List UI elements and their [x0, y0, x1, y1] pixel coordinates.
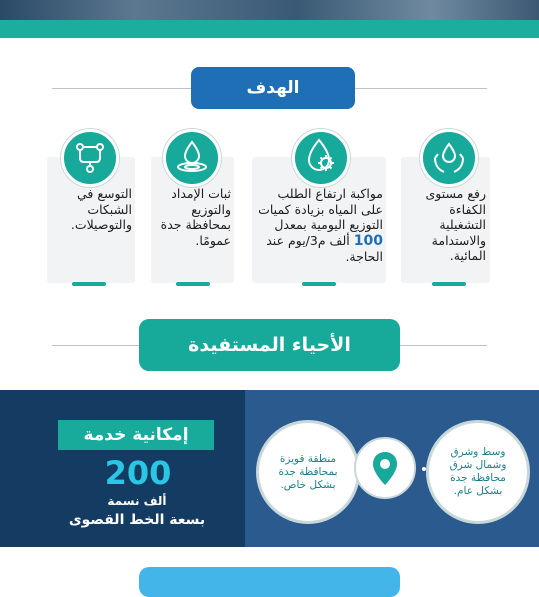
area-quwaizah-circle: [256, 420, 360, 524]
location-pin-badge: [354, 437, 416, 499]
goal-card-networks-text: التوسع في الشبكات والتوصيلات.: [70, 186, 132, 232]
service-capacity-number: 200: [104, 454, 172, 492]
service-unit-line: ألف نسمة: [107, 494, 167, 508]
water-drop-ripple-icon: [163, 129, 221, 187]
demand-text-before: مواكبة ارتفاع الطلب على المياه بزيادة كميات التوزيع اليومية بمعدل: [258, 186, 383, 232]
header-photo: [0, 0, 539, 20]
water-hands-icon: [420, 129, 478, 187]
area-quwaizah-text: منطقة قويزة بمحافظة جدة بشكل خاص.: [278, 452, 338, 491]
location-pin-icon: [356, 439, 414, 497]
pipeline-network-icon: [61, 129, 119, 187]
goal-card-demand-bar: [302, 282, 336, 286]
beneficiaries-section-title: الأحياء المستفيدة: [139, 319, 400, 371]
goal-card-networks-bar: [72, 282, 106, 286]
goal-section-title: الهدف: [191, 67, 355, 109]
header-band: [0, 20, 539, 38]
service-desc-line: بسعة الخط القصوى: [68, 512, 206, 528]
goal-card-efficiency-text: رفع مستوى الكفاءة التشغيلية والاستدامة المائية.: [425, 186, 486, 263]
goal-card-supply-text: ثبات الإمداد والتوزيع بمحافظة جدة عمومًا.: [160, 186, 231, 248]
service-tag: إمكانية خدمة: [58, 420, 214, 450]
area-central-east-text: وسط وشرق وشمال شرق محافظة جدة بشكل عام.: [449, 446, 507, 497]
demand-text-after: ألف م3/يوم عند الحاجة.: [266, 232, 383, 264]
demand-highlight-value: 100: [353, 232, 383, 249]
goal-card-efficiency-bar: [432, 282, 466, 286]
goal-card-supply-bar: [176, 282, 210, 286]
next-section-pill: [139, 567, 400, 597]
goal-card-demand-text: [255, 186, 383, 265]
area-central-east-circle: [426, 420, 530, 524]
water-gear-icon: [292, 129, 350, 187]
